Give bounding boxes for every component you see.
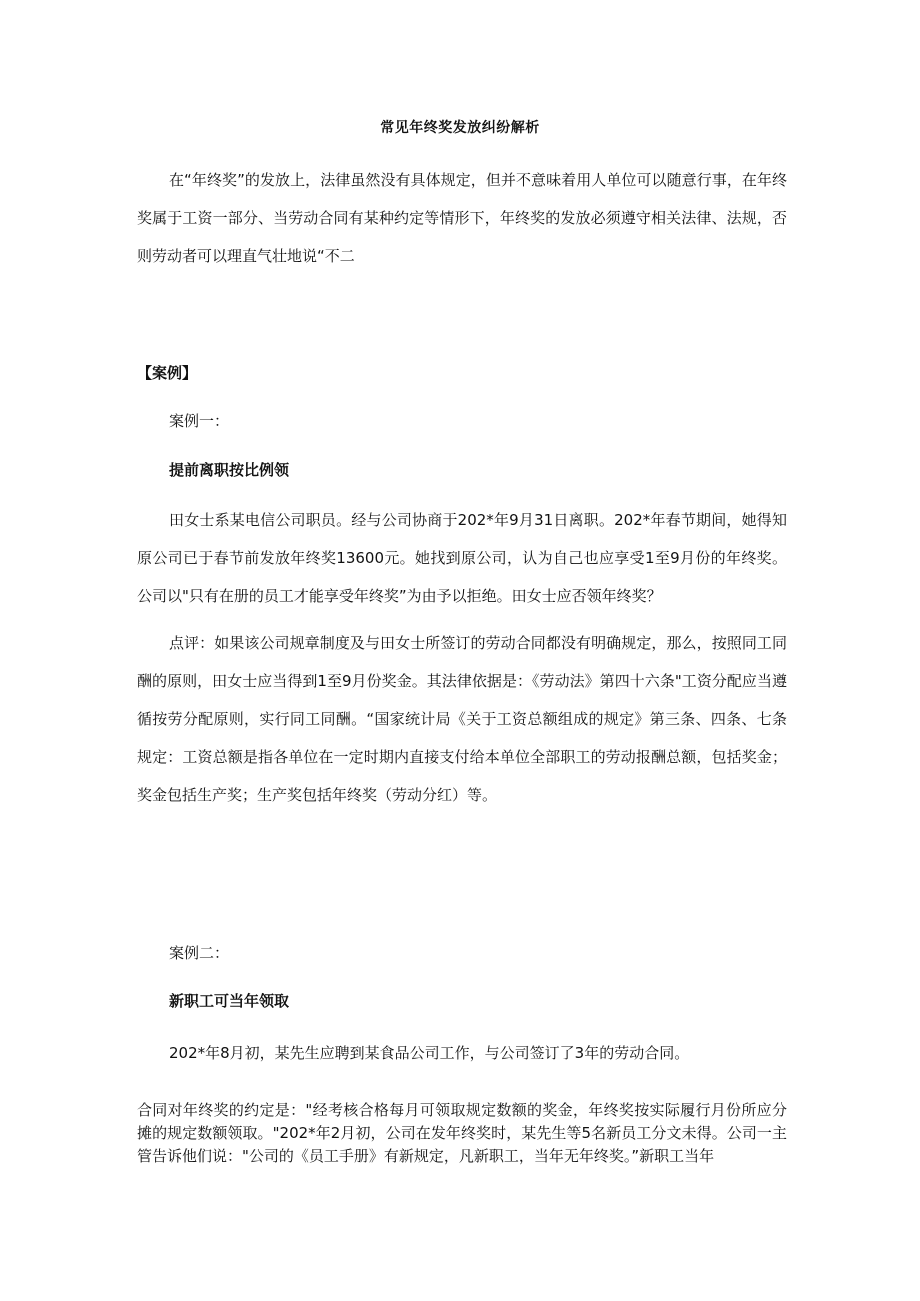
- case1-comment: 点评：如果该公司规章制度及与田女士所签订的劳动合同都没有明确规定，那么，按照同工同酬的原则，田女士应当得到1至9月份奖金。其法律依据是：《劳动法》第四十六条"工资分配应当遵循按劳分配原则，实行同工同酬。“国家统计局《关于工资总额组成的规定》第三条、四条、七条规定：工资总额是指各单位在一定时期内直接支付给本单位全部职工的劳动报酬总额，包括奖金；奖金包括生产奖；生产奖包括年终奖（劳动分红）等。: [137, 634, 787, 804]
- case1-label: 案例一：: [169, 412, 230, 430]
- case2-label: 案例二：: [169, 944, 230, 962]
- case1-heading: 提前离职按比例领: [169, 461, 290, 479]
- case2-body: 202*年8月初，某先生应聘到某食品公司工作，与公司签订了3年的劳动合同。: [169, 1044, 690, 1062]
- case2-continuation: 合同对年终奖的约定是："经考核合格每月可领取规定数额的奖金，年终奖按实际履行月份所应分摊的规定数额领取。"202*年2月初，公司在发年终奖时，某先生等5名新员工分文未得。公司一主管告诉他们说："公司的《员工手册》有新规定，凡新职工，当年无年终奖。”新职工当年: [137, 1101, 787, 1165]
- case1-body: 田女士系某电信公司职员。经与公司协商于202*年9月31日离职。202*年春节期间，她得知原公司已于春节前发放年终奖13600元。她找到原公司，认为自己也应享受1至9月份的年终奖。公司以"只有在册的员工才能享受年终奖”为由予以拒绝。田女士应否领年终奖？: [137, 511, 787, 605]
- section-label: 【案例】: [137, 364, 198, 382]
- intro-paragraph: 在“年终奖”的发放上，法律虽然没有具体规定，但并不意味着用人单位可以随意行事，在年终奖属于工资一部分、当劳动合同有某种约定等情形下，年终奖的发放必须遵守相关法律、法规，否则劳动者可以理直气壮地说“不二: [137, 171, 787, 265]
- case2-heading: 新职工可当年领取: [169, 992, 290, 1010]
- document-title: 常见年终奖发放纠纷解析: [380, 120, 540, 136]
